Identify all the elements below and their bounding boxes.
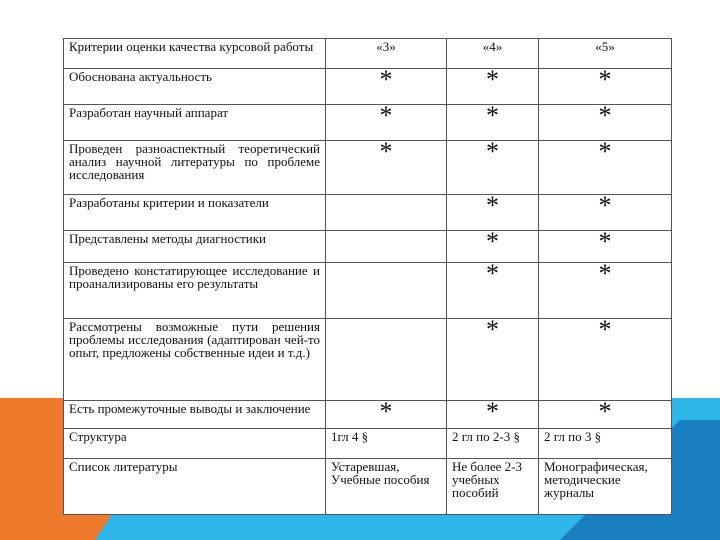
criterion-cell: Проведен разноаспектный теоретический анализ научной литературы по проблеме исследования [64,141,326,195]
grade-4-cell: Не более 2-3 учебных пособий [447,459,539,515]
asterisk-mark: * [486,65,499,94]
criteria-table [63,38,672,515]
criterion-cell: Структура [64,429,326,459]
grade-5-cell [539,397,672,429]
table-row [64,105,672,141]
grade-3-cell [326,137,447,195]
criterion-cell: Проведено констатирующее исследование и проанализированы его результаты [64,263,326,319]
table-row [64,69,672,105]
grade-3-cell [326,397,447,429]
asterisk-mark: * [598,315,612,344]
asterisk-mark: * [379,397,393,426]
grade-5-cell [539,137,672,195]
asterisk-mark: * [379,65,393,94]
grade-3-cell [326,231,447,263]
criterion-cell: Есть промежуточные выводы и заключение [64,401,326,429]
grade-3-cell [326,319,447,401]
grade-4-cell [447,227,539,263]
criterion-cell: Разработан научный аппарат [64,105,326,141]
grade-3-cell [326,65,447,105]
asterisk-mark: * [379,137,393,166]
header-grade-5: «5» [539,39,672,69]
asterisk-mark: * [598,397,612,426]
grade-4-cell [447,65,539,105]
grade-3-cell [326,195,447,231]
asterisk-mark: * [486,101,499,130]
asterisk-mark: * [486,137,499,166]
header-criteria: Критерии оценки качества курсовой работы [64,39,326,69]
table-row [64,401,672,429]
header-grade-3: «3» [326,39,447,69]
table-row [64,319,672,401]
asterisk-mark: * [598,191,612,220]
grade-3-cell [326,101,447,141]
grade-5-cell: 2 гл по 3 § [539,429,672,459]
criterion-cell: Список литературы [64,459,326,515]
asterisk-mark: * [598,65,612,94]
asterisk-mark: * [486,259,499,288]
table-header-row [64,39,672,69]
criterion-cell: Рассмотрены возможные пути решения проблемы исследования (адаптирован чей-то опыт, предложены собственные идеи и т.д.) [64,319,326,401]
grade-3-cell: Устаревшая, Учебные пособия [326,459,447,515]
asterisk-mark: * [598,101,612,130]
table-row [64,195,672,231]
asterisk-mark: * [486,397,499,426]
grade-4-cell [447,315,539,401]
grade-5-cell [539,227,672,263]
criterion-cell: Обоснована актуальность [64,69,326,105]
asterisk-mark: * [486,315,499,344]
asterisk-mark: * [598,137,612,166]
grade-5-cell [539,101,672,141]
grade-5-cell [539,191,672,231]
grade-4-cell: 2 гл по 2-3 § [447,429,539,459]
grade-3-cell: 1гл 4 § [326,429,447,459]
table-row [64,263,672,319]
grade-5-cell: Монографическая, методические журналы [539,459,672,515]
asterisk-mark: * [598,227,612,256]
grade-5-cell [539,259,672,319]
asterisk-mark: * [598,259,612,288]
grade-5-cell [539,65,672,105]
grade-4-cell [447,397,539,429]
table-row [64,429,672,459]
grade-4-cell [447,191,539,231]
grade-4-cell [447,137,539,195]
asterisk-mark: * [486,191,499,220]
grade-4-cell [447,259,539,319]
table-row [64,231,672,263]
table-row [64,141,672,195]
grade-5-cell [539,315,672,401]
grade-3-cell [326,263,447,319]
asterisk-mark: * [486,227,499,256]
header-grade-4: «4» [447,39,539,69]
table-row [64,459,672,515]
grade-4-cell [447,101,539,141]
criterion-cell: Представлены методы диагностики [64,231,326,263]
criterion-cell: Разработаны критерии и показатели [64,195,326,231]
asterisk-mark: * [379,101,393,130]
